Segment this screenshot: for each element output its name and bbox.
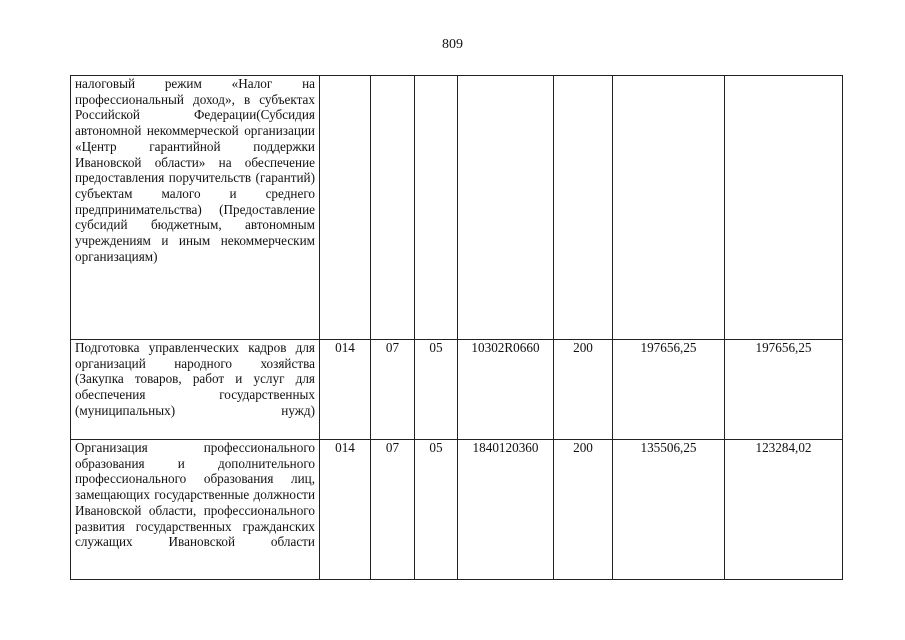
expense-type-cell [554, 76, 613, 340]
row-description: налоговый режим «Налог на профессиональный доход», в субъектах Российской Федерации(Субсидия автономной некоммерческой организации «Центр гарантийной поддержки Ивановской области» на обеспечение предоставления поручительств (гарантий) субъектам малого и среднего предпринимательства) (Предоставление субсидий бюджетным, автономным учреждениям и иным некоммерческим организациям) [71, 76, 320, 340]
subsection-code-cell [415, 76, 458, 340]
budget-table [70, 75, 843, 580]
section-code-cell: 07 [371, 340, 415, 440]
subsection-code-cell: 05 [415, 440, 458, 580]
table-row [71, 76, 843, 340]
target-article-cell [458, 76, 554, 340]
expense-type-cell: 200 [554, 440, 613, 580]
expense-type-cell: 200 [554, 340, 613, 440]
table-row [71, 340, 843, 440]
subsection-code-cell: 05 [415, 340, 458, 440]
ministry-code-cell: 014 [320, 340, 371, 440]
amount-actual-cell: 197656,25 [725, 340, 843, 440]
amount-actual-cell [725, 76, 843, 340]
ministry-code-cell: 014 [320, 440, 371, 580]
row-description: Организация профессионального образования и дополнительного профессионального образования лиц, замещающих государственные должности Ивановской области, профессионального развития государственных гражданских служащих Ивановской области [71, 440, 320, 580]
amount-plan-cell: 135506,25 [613, 440, 725, 580]
target-article-cell: 1840120360 [458, 440, 554, 580]
target-article-cell: 10302R0660 [458, 340, 554, 440]
amount-actual-cell: 123284,02 [725, 440, 843, 580]
amount-plan-cell [613, 76, 725, 340]
table-row [71, 440, 843, 580]
ministry-code-cell [320, 76, 371, 340]
section-code-cell: 07 [371, 440, 415, 580]
page-number: 809 [442, 37, 463, 52]
row-description: Подготовка управленческих кадров для организаций народного хозяйства (Закупка товаров, работ и услуг для обеспечения государственных (муниципальных) нужд) [71, 340, 320, 440]
amount-plan-cell: 197656,25 [613, 340, 725, 440]
section-code-cell [371, 76, 415, 340]
